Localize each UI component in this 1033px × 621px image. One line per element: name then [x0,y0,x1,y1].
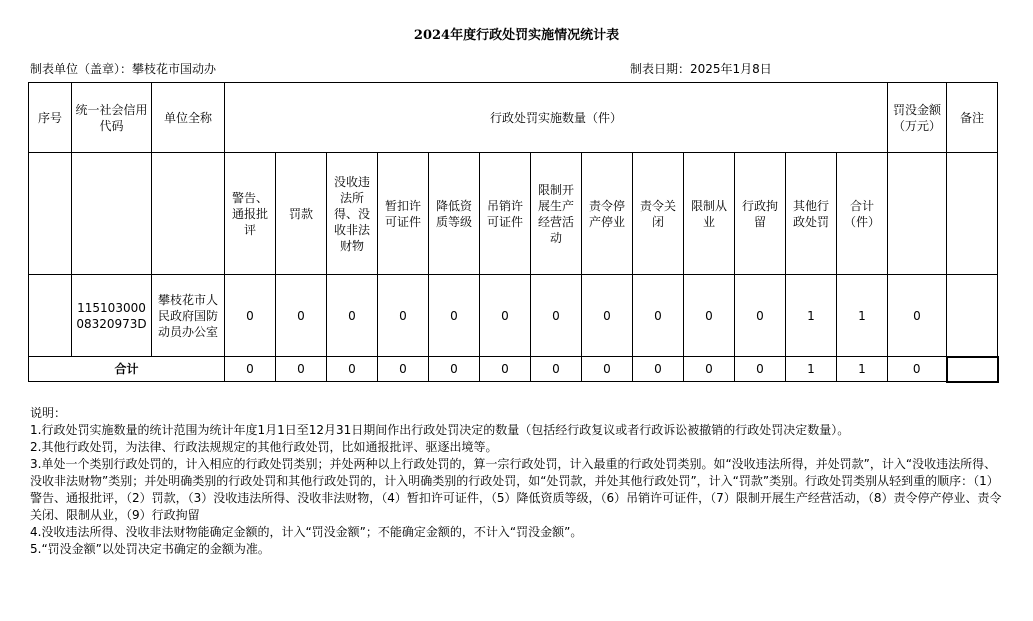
cell-unit-name: 攀枝花市人民政府国防动员办公室 [152,275,225,357]
note-item: 1.行政处罚实施数量的统计范围为统计年度1月1日至12月31日期间作出行政处罚决定的数量（包括经行政复议或者行政诉讼被撤销的行政处罚决定数量）。 [30,423,850,437]
header-category: 责令停产停业 [582,153,633,275]
total-label: 合计 [29,357,225,382]
total-fine-amount: 0 [888,357,947,382]
total-value: 0 [531,357,582,382]
cell-value: 0 [225,275,276,357]
total-value: 0 [327,357,378,382]
notes-heading: 说明： [30,406,67,420]
cell-credit-code: 11510300008320973D [72,275,152,357]
cell-value: 0 [276,275,327,357]
total-value-sum: 1 [837,357,888,382]
total-value: 0 [225,357,276,382]
cell-value: 0 [429,275,480,357]
header-category: 限制从业 [684,153,735,275]
header-fine-amount: 罚没金额（万元） [888,83,947,153]
cell-value: 0 [378,275,429,357]
cell-value: 0 [684,275,735,357]
header-category: 没收违法所得、没收非法财物 [327,153,378,275]
header-category: 行政拘留 [735,153,786,275]
total-row [29,357,998,382]
cell-value: 0 [633,275,684,357]
header-fine-amount-cont [888,153,947,275]
total-value: 1 [786,357,837,382]
report-date: 制表日期：2025年1月8日 [630,62,772,76]
total-value: 0 [276,357,327,382]
note-item: 4.没收违法所得、没收非法财物能确定金额的，计入“罚没金额”；不能确定金额的，不计入“罚没金额”。 [30,525,583,539]
total-value: 0 [684,357,735,382]
cell-value: 0 [531,275,582,357]
cell-value: 0 [327,275,378,357]
cell-value: 0 [480,275,531,357]
statistics-table [28,82,999,383]
total-value: 0 [633,357,684,382]
header-unit-name-cont [152,153,225,275]
cell-seq [29,275,72,357]
cell-fine-amount: 0 [888,275,947,357]
issuing-unit: 制表单位（盖章）：攀枝花市国动办 [30,62,217,76]
header-category: 限制开展生产经营活动 [531,153,582,275]
header-seq-cont [29,153,72,275]
header-category: 降低资质等级 [429,153,480,275]
note-item: 2.其他行政处罚，为法律、行政法规规定的其他行政处罚，比如通报批评、驱逐出境等。 [30,440,498,454]
header-category: 暂扣许可证件 [378,153,429,275]
header-category: 其他行政处罚 [786,153,837,275]
header-category: 警告、通报批评 [225,153,276,275]
total-value: 0 [480,357,531,382]
cell-remark [947,275,998,357]
header-remark-cont [947,153,998,275]
cell-value: 0 [735,275,786,357]
header-unit-name: 单位全称 [152,83,225,153]
header-count-group: 行政处罚实施数量（件） [225,83,888,153]
report-title: 2024年度行政处罚实施情况统计表 [413,28,620,43]
header-seq: 序号 [29,83,72,153]
header-category: 吊销许可证件 [480,153,531,275]
total-remark [947,357,998,382]
total-value: 0 [735,357,786,382]
total-value: 0 [582,357,633,382]
header-credit-code: 统一社会信用代码 [72,83,152,153]
header-remark: 备注 [947,83,998,153]
notes-section [30,405,1005,558]
total-value: 0 [378,357,429,382]
cell-value: 0 [582,275,633,357]
cell-value: 1 [786,275,837,357]
note-item: 5.“罚没金额”以处罚决定书确定的金额为准。 [30,542,270,556]
header-credit-code-cont [72,153,152,275]
header-category: 责令关闭 [633,153,684,275]
note-item: 3.单处一个类别行政处罚的，计入相应的行政处罚类别；并处两种以上行政处罚的，算一宗行政处罚，计入最重的行政处罚类别。如“没收违法所得，并处罚款”，计入“没收违法所得、没收非法财物”类别；并处明确类别的行政处罚和其他行政处罚的，计入明确类别的行政处罚，如“处罚款，并处其他行政处罚”，计入“罚款”类别。行政处罚类别从轻到重的顺序：（1）警告、通报批评，（2）罚款，（3）没收违法所得、没收非法财物，（4）暂扣许可证件，（5）降低资质等级，（6）吊销许可证件，（7）限制开展生产经营活动，（8）责令停产停业、责令关闭、限制从业，（9）行政拘留 [30,457,1002,522]
header-category: 罚款 [276,153,327,275]
table-row [29,275,998,357]
header-category-total: 合计（件） [837,153,888,275]
cell-value-total: 1 [837,275,888,357]
total-value: 0 [429,357,480,382]
